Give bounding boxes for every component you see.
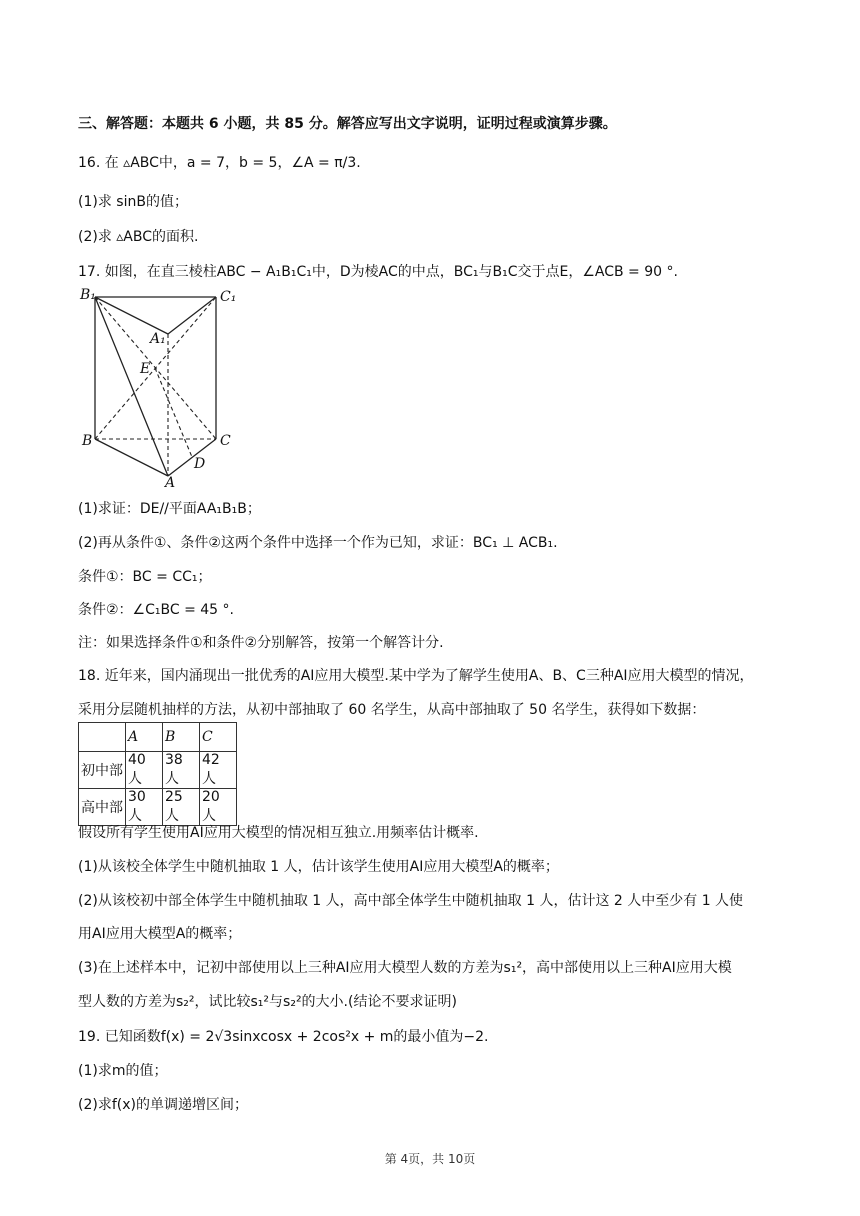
- q19-part2: (2)求f(x)的单调递增区间；: [78, 1097, 248, 1113]
- table-header-row: [79, 723, 237, 752]
- q17-stem: 17. 如图，在直三棱柱ABC − A₁B₁C₁中，D为棱AC的中点，BC₁与B₁C交于点E，∠ACB = 90 °.: [78, 264, 678, 280]
- table-header-cell: B: [163, 723, 200, 752]
- q17-part2: (2)再从条件①、条件②这两个条件中选择一个作为已知，求证：BC₁ ⊥ ACB₁.: [78, 535, 558, 551]
- q18-stem-line1: 18. 近年来，国内涌现出一批优秀的AI应用大模型.某中学为了解学生使用A、B、C三种AI应用大模型的情况，: [78, 668, 754, 684]
- q18-part1: (1)从该校全体学生中随机抽取 1 人，估计该学生使用AI应用大模型A的概率；: [78, 859, 559, 875]
- q17-note: 注：如果选择条件①和条件②分别解答，按第一个解答计分.: [78, 635, 444, 651]
- section-heading: 三、解答题：本题共 6 小题，共 85 分。解答应写出文字说明，证明过程或演算步骤。: [78, 116, 617, 132]
- label-A: A: [165, 475, 176, 488]
- q17-condition2: 条件②：∠C₁BC = 45 °.: [78, 602, 234, 618]
- q16-part1: (1)求 sinB的值；: [78, 194, 188, 210]
- table-cell: 42 人: [200, 752, 237, 789]
- q16-part2: (2)求 ▵ABC的面积.: [78, 229, 199, 245]
- q18-part3-line1: (3)在上述样本中，记初中部使用以上三种AI应用大模型人数的方差为s₁²，高中部使用以上三种AI应用大模: [78, 960, 732, 976]
- table-header-cell: A: [126, 723, 163, 752]
- table-row: [79, 789, 237, 826]
- q17-condition1: 条件①：BC = CC₁；: [78, 569, 212, 585]
- table-header-cell: [79, 723, 126, 752]
- q19-part1: (1)求m的值；: [78, 1063, 168, 1079]
- label-B1: B₁: [80, 287, 96, 303]
- table-cell: 38 人: [163, 752, 200, 789]
- q18-assumption: 假设所有学生使用AI应用大模型的情况相互独立.用频率估计概率.: [78, 825, 479, 841]
- q18-data-table: [78, 722, 237, 826]
- q18-part2-line1: (2)从该校初中部全体学生中随机抽取 1 人，高中部全体学生中随机抽取 1 人，估计这 2 人中至少有 1 人使: [78, 893, 744, 909]
- table-cell: 40 人: [126, 752, 163, 789]
- table-cell: 25 人: [163, 789, 200, 826]
- label-A1: A₁: [150, 331, 166, 347]
- q18-stem-line2: 采用分层随机抽样的方法，从初中部抽取了 60 名学生，从高中部抽取了 50 名学生，获得如下数据：: [78, 702, 706, 718]
- table-row: [79, 752, 237, 789]
- page-footer: 第 4页，共 10页: [384, 1152, 476, 1166]
- label-C: C: [220, 433, 231, 449]
- q17-part1: (1)求证：DE//平面AA₁B₁B；: [78, 501, 261, 517]
- table-cell: 高中部: [79, 789, 126, 826]
- label-D: D: [194, 456, 206, 472]
- q16-stem: 16. 在 ▵ABC中，a = 7，b = 5，∠A = π/3.: [78, 155, 361, 171]
- table-cell: 30 人: [126, 789, 163, 826]
- q18-part3-line2: 型人数的方差为s₂²，试比较s₁²与s₂²的大小.(结论不要求证明): [78, 994, 457, 1010]
- label-E: E: [140, 361, 151, 377]
- table-header-cell: C: [200, 723, 237, 752]
- prism-figure: [78, 283, 248, 488]
- q19-stem: 19. 已知函数f(x) = 2√3sinxcosx + 2cos²x + m的最小值为−2.: [78, 1029, 489, 1045]
- label-C1: C₁: [220, 289, 237, 305]
- table-cell: 20 人: [200, 789, 237, 826]
- q18-part2-line2: 用AI应用大模型A的概率；: [78, 926, 242, 942]
- label-B: B: [82, 433, 93, 449]
- table-cell: 初中部: [79, 752, 126, 789]
